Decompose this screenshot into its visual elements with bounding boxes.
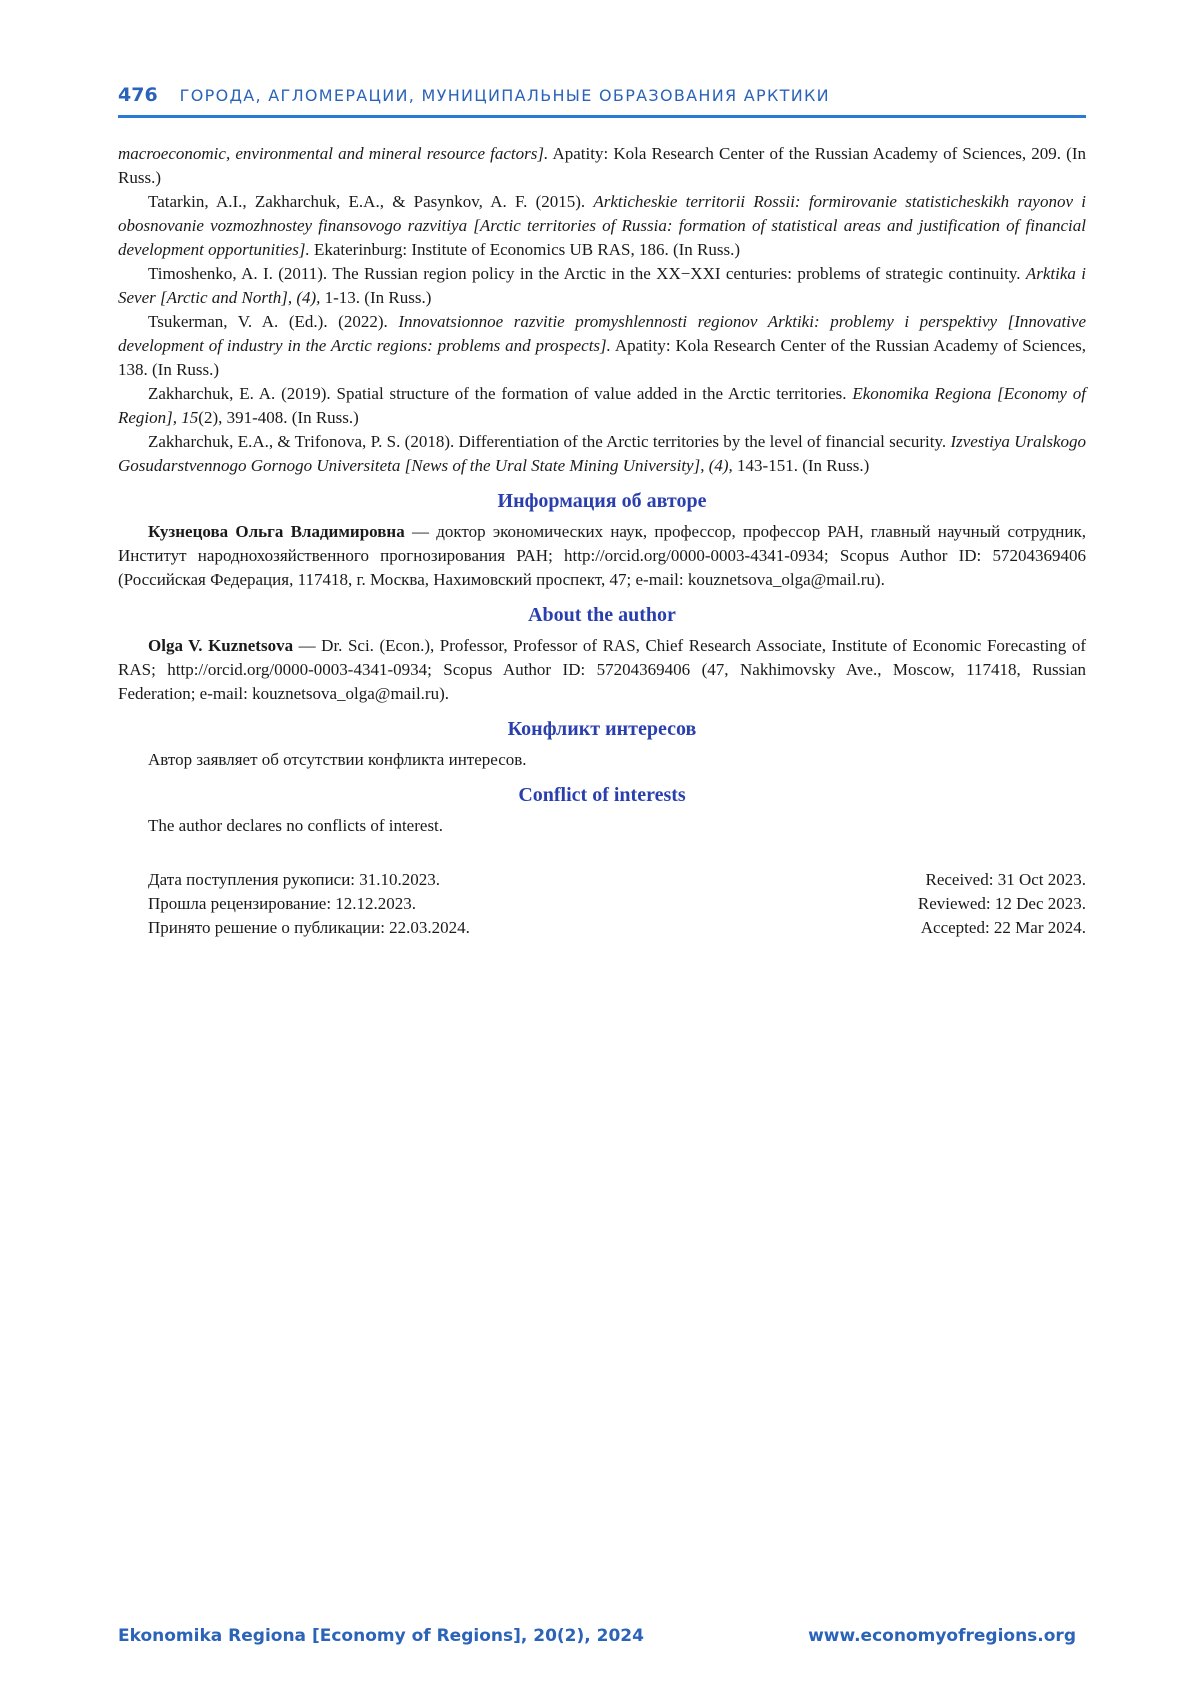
reference-text: Zakharchuk, E.A., & Trifonova, P. S. (2018). Differentiation of the Arctic territories by the level of financial security. — [148, 432, 951, 451]
reference-text: Timoshenko, A. I. (2011). The Russian region policy in the Arctic in the XX−XXI centuries: problems of strategic continuity. — [148, 264, 1026, 283]
date-reviewed-en: Reviewed: 12 Dec 2023. — [917, 894, 1086, 913]
date-received-ru: Дата поступления рукописи: 31.10.2023. — [148, 870, 441, 889]
reference-entry — [118, 190, 1086, 262]
author-info-en-title: About the author — [528, 604, 676, 626]
dates-en — [918, 868, 1086, 940]
reference-text: Tatarkin, A.I., Zakharchuk, E.A., & Pasynkov, A. F. (2015). — [148, 192, 594, 211]
reference-text: Ekaterinburg: Institute of Economics UB RAS, 186. (In Russ.) — [309, 240, 741, 259]
author-name-ru: Кузнецова Ольга Владимировна — [148, 522, 405, 541]
conflict-en-text: The author declares no conflicts of interest. — [148, 816, 444, 835]
reference-title: macroeconomic, environmental and mineral resource factors]. — [118, 144, 549, 163]
author-details-ru: — доктор экономических наук, профессор, профессор РАН, главный научный сотрудник, Институт народнохозяйственного прогнозирования РАН; http://orcid.org/0000-0003-4341-0934; Scopus Author ID: 57204369406 (Российская Федерация, 117418, г. Москва, Нахимовский проспект, 47; e-mail: kouznetsova_olga@mail.ru). — [118, 522, 1086, 589]
date-reviewed-ru: Прошла рецензирование: 12.12.2023. — [148, 894, 417, 913]
reference-title: Izvestiya Uralskogo Gosudarstvennogo Gornogo Universiteta [News of the Ural State Mining University], (4), — [118, 432, 1086, 475]
conflict-ru-text: Автор заявляет об отсутствии конфликта интересов. — [148, 750, 527, 769]
reference-title: Innovatsionnoe razvitie promyshlennosti regionov Arktiki: problemy i perspektivy [Innovative development of industry in the Arctic regions: problems and prospects]. — [118, 312, 1086, 355]
page-header — [118, 84, 1086, 106]
dates-ru — [118, 868, 470, 940]
reference-title: Arktika i Sever [Arctic and North], (4), — [118, 264, 1086, 307]
page-number: 476 — [118, 84, 158, 106]
conflict-en-title: Conflict of interests — [518, 784, 686, 806]
journal-citation: Ekonomika Regiona [Economy of Regions], 20(2), 2024 — [118, 1626, 644, 1646]
reference-entry — [118, 382, 1086, 430]
reference-text: Tsukerman, V. A. (Ed.). (2022). — [148, 312, 399, 331]
author-details-en: — Dr. Sci. (Econ.), Professor, Professor of RAS, Chief Research Associate, Institute of Economic Forecasting of RAS; http://orcid.org/0000-0003-4341-0934; Scopus Author ID: 57204369406 (47, Nakhimovsky Ave., Moscow, 117418, Russian Federation; e-mail: kouznetsova_olga@mail.ru). — [118, 636, 1086, 703]
date-accepted-ru: Принято решение о публикации: 22.03.2024. — [148, 918, 470, 937]
journal-website-link[interactable]: www.economyofregions.org — [808, 1626, 1076, 1646]
author-info-ru — [118, 520, 1086, 592]
running-title: ГОРОДА, АГЛОМЕРАЦИИ, МУНИЦИПАЛЬНЫЕ ОБРАЗОВАНИЯ АРКТИКИ — [179, 86, 830, 105]
reference-entry — [118, 142, 1086, 190]
reference-text: Apatity: Kola Research Center of the Russian Academy of Sciences, 209. (In Russ.) — [118, 144, 1086, 187]
reference-title: Ekonomika Regiona [Economy of Region], 15 — [118, 384, 1087, 427]
reference-text: Apatity: Kola Research Center of the Russian Academy of Sciences, 138. (In Russ.) — [118, 336, 1086, 379]
reference-text: 1-13. (In Russ.) — [320, 288, 432, 307]
reference-title: Arkticheskie territorii Rossii: formirovanie statisticheskikh rayonov i obosnovanie vozmozhnostey finansovogo razvitiya [Arctic territories of Russia: formation of statistical areas and justification of financial development opportunities]. — [118, 192, 1086, 259]
author-name-en: Olga V. Kuznetsova — [148, 636, 294, 655]
page-footer — [118, 1626, 1076, 1646]
author-info-en — [118, 634, 1086, 706]
references-list — [118, 142, 1086, 478]
conflict-ru-title: Конфликт интересов — [507, 718, 697, 740]
header-rule — [118, 115, 1086, 118]
page-content — [118, 142, 1086, 940]
reference-entry — [118, 310, 1086, 382]
reference-text: Zakharchuk, E. A. (2019). Spatial structure of the formation of value added in the Arctic territories. — [148, 384, 853, 403]
reference-entry — [118, 262, 1086, 310]
date-received-en: Received: 31 Oct 2023. — [925, 870, 1086, 889]
reference-text: (2), 391-408. (In Russ.) — [198, 408, 359, 427]
manuscript-dates — [118, 868, 1086, 940]
reference-text: 143-151. (In Russ.) — [732, 456, 870, 475]
date-accepted-en: Accepted: 22 Mar 2024. — [920, 918, 1086, 937]
reference-entry — [118, 430, 1086, 478]
author-info-ru-title: Информация об авторе — [497, 490, 707, 512]
